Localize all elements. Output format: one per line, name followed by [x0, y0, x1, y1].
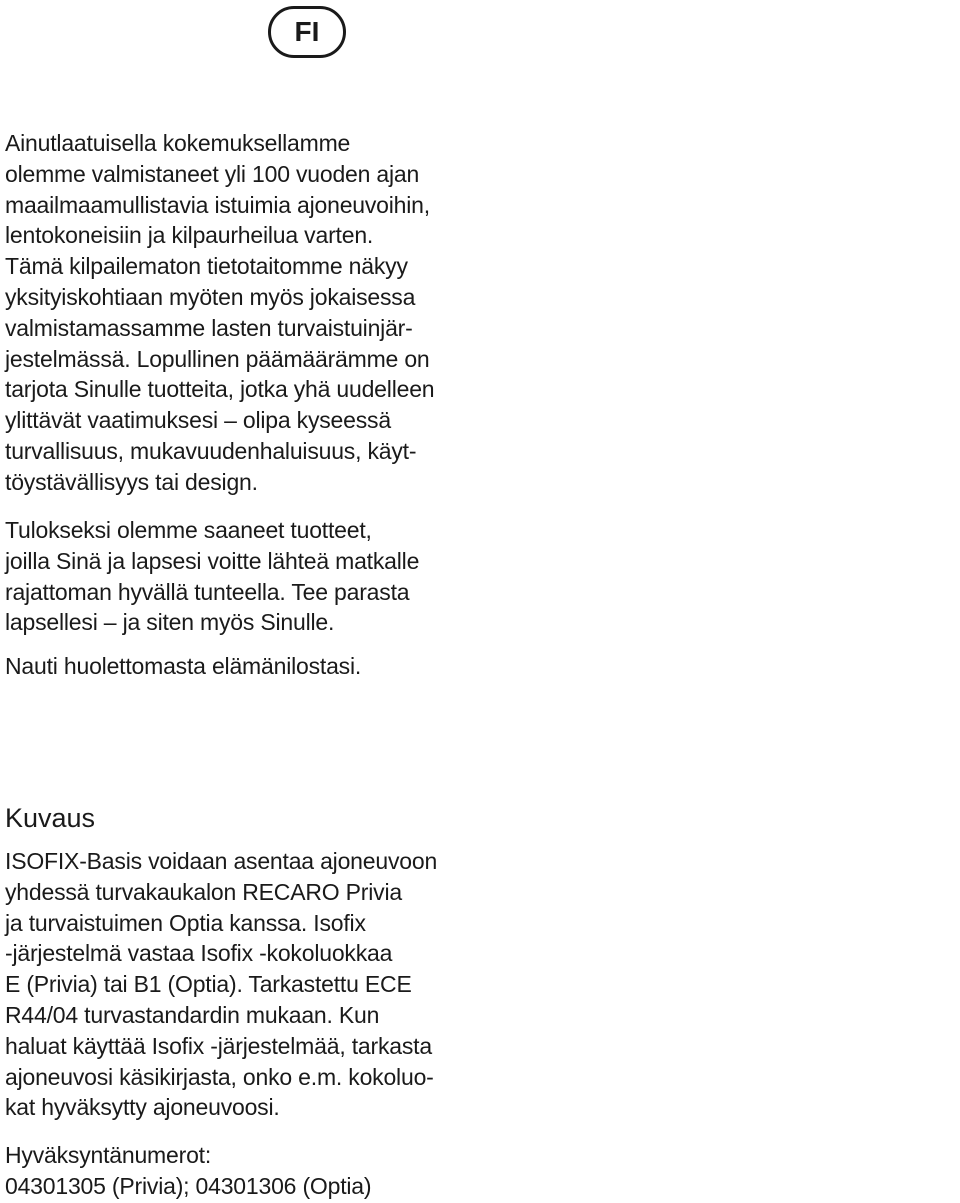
- description-line: yhdessä turvakaukalon RECARO Privia: [5, 878, 402, 905]
- intro-paragraph: [5, 128, 475, 498]
- intro-line: valmistamassamme lasten turvaistuinjär-: [5, 314, 413, 341]
- description-line: ja turvaistuimen Optia kanssa. Isofix: [5, 909, 366, 936]
- closing-line: Nauti huolettomasta elämänilostasi.: [5, 653, 362, 679]
- result-paragraph: [5, 515, 475, 638]
- description-line: R44/04 turvastandardin mukaan. Kun: [5, 1001, 380, 1028]
- closing-paragraph: [5, 651, 475, 682]
- intro-line: maailmaamullistavia istuimia ajoneuvoihin,: [5, 191, 430, 218]
- result-line: rajattoman hyvällä tunteella. Tee parasta: [5, 578, 410, 605]
- description-line: kat hyväksytty ajoneuvoosi.: [5, 1094, 280, 1121]
- approval-value: 04301305 (Privia); 04301306 (Optia): [5, 1172, 372, 1199]
- intro-line: ylittävät vaatimuksesi – olipa kyseessä: [5, 407, 391, 434]
- description-line: -järjestelmä vastaa Isofix -kokoluokkaa: [5, 940, 393, 967]
- description-line: ajoneuvosi käsikirjasta, onko e.m. kokoluo-: [5, 1063, 434, 1090]
- description-line: E (Privia) tai B1 (Optia). Tarkastettu ECE: [5, 971, 412, 998]
- intro-line: yksityiskohtiaan myöten myös jokaisessa: [5, 283, 416, 310]
- result-line: joilla Sinä ja lapsesi voitte lähteä matkalle: [5, 547, 420, 574]
- intro-line: Ainutlaatuisella kokemuksellamme: [5, 130, 351, 156]
- intro-line: olemme valmistaneet yli 100 vuoden ajan: [5, 160, 420, 187]
- result-line: lapsellesi – ja siten myös Sinulle.: [5, 609, 335, 636]
- intro-line: lentokoneisiin ja kilpaurheilua varten.: [5, 222, 374, 249]
- intro-line: tarjota Sinulle tuotteita, jotka yhä uudelleen: [5, 376, 435, 403]
- intro-line: turvallisuus, mukavuudenhaluisuus, käyt-: [5, 437, 417, 464]
- intro-line: Tämä kilpailematon tietotaitomme näkyy: [5, 253, 408, 280]
- language-badge: FI: [268, 6, 346, 58]
- approval-numbers: [5, 1140, 475, 1202]
- intro-line: jestelmässä. Lopullinen päämäärämme on: [5, 345, 430, 372]
- description-paragraph: [5, 846, 475, 1123]
- result-line: Tulokseksi olemme saaneet tuotteet,: [5, 517, 372, 543]
- description-line: ISOFIX-Basis voidaan asentaa ajoneuvoon: [5, 848, 438, 874]
- intro-line: töystävällisyys tai design.: [5, 468, 258, 495]
- approval-label: Hyväksyntänumerot:: [5, 1142, 212, 1168]
- section-heading-kuvaus: Kuvaus: [5, 803, 96, 833]
- description-line: haluat käyttää Isofix -järjestelmää, tarkasta: [5, 1032, 432, 1059]
